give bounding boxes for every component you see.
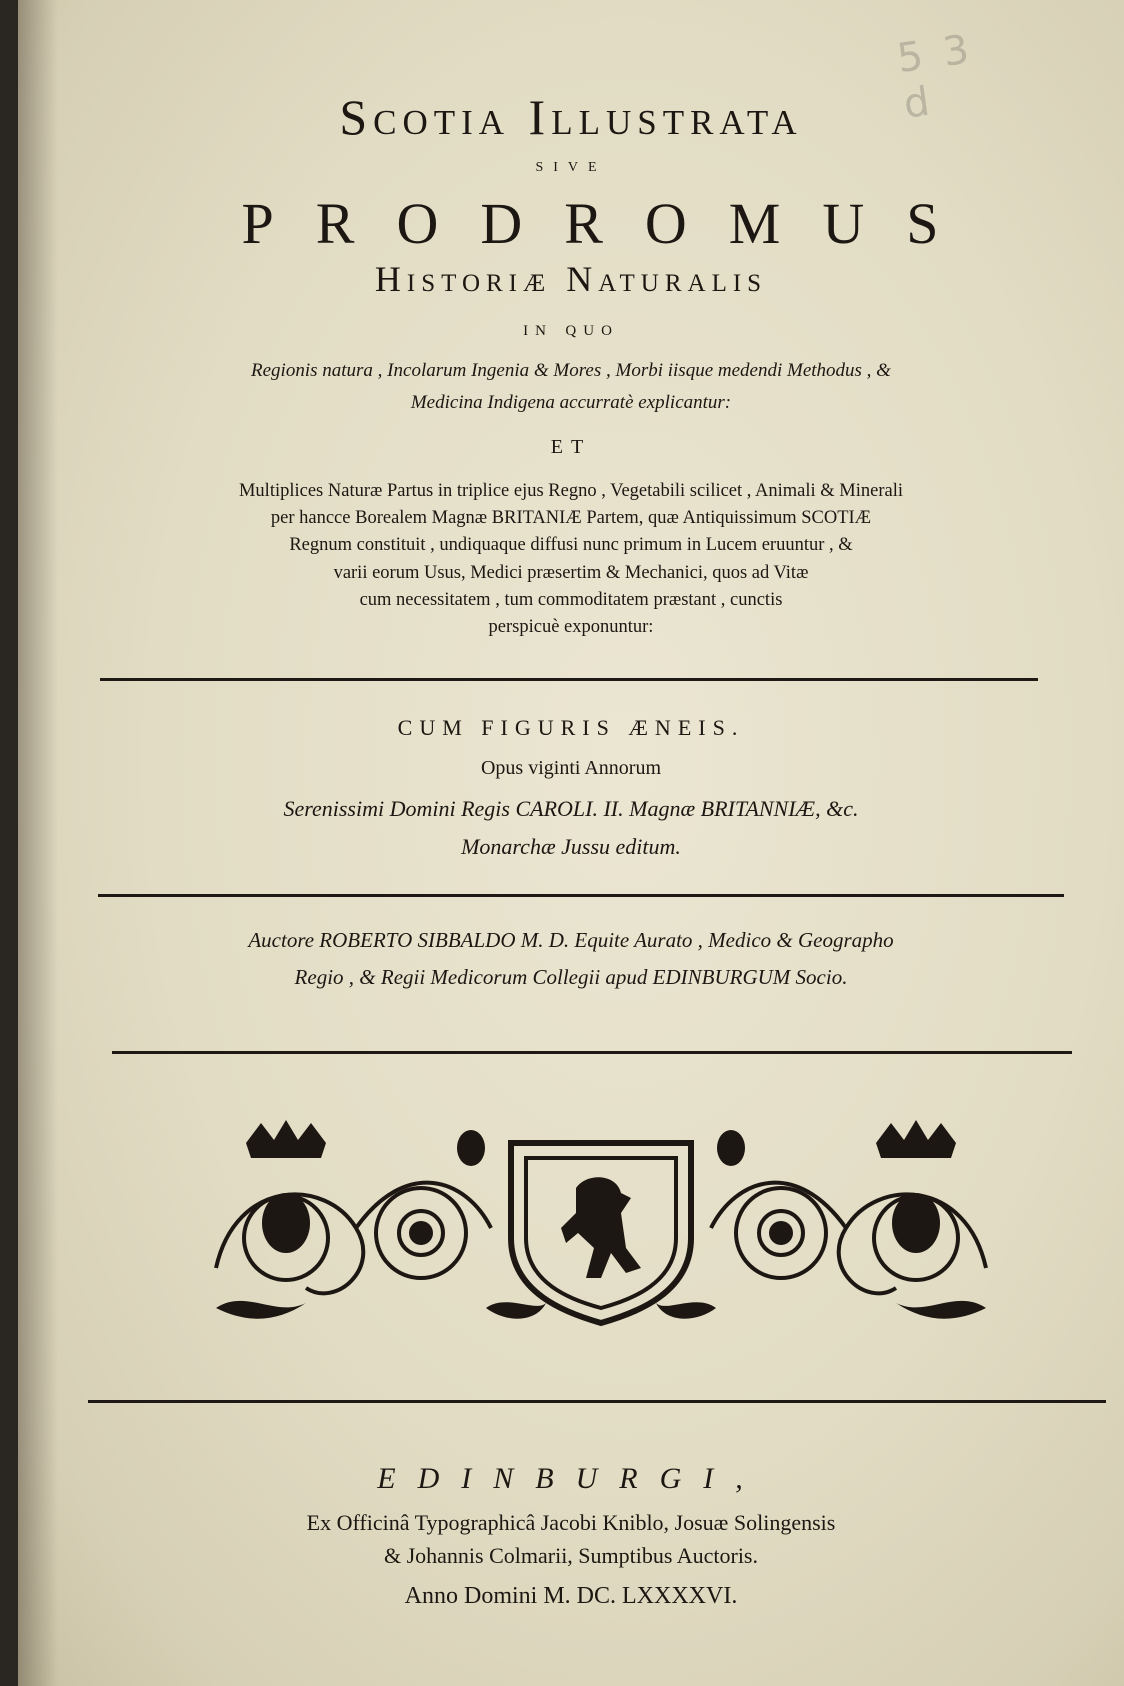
author-line-2: Regio , & Regii Medicorum Collegii apud EDINBURGUM Socio. (294, 965, 848, 989)
title-in-quo: in quo (523, 315, 619, 340)
thistle-crown-lion-woodcut-icon (206, 1118, 996, 1328)
divider-rule (88, 1400, 1106, 1403)
divider-rule (100, 678, 1038, 681)
description-roman-block (18, 478, 1124, 641)
title-sive: sive (535, 154, 607, 176)
royal-dedication: Serenissimi Domini Regis CAROLI. II. Magnæ BRITANNIÆ, &c. (283, 796, 859, 821)
title-line-3: Historiæ Naturalis (374, 259, 768, 299)
description-roman-line: per hancce Borealem Magnæ BRITANIÆ Partem, quæ Antiquissimum SCOTIÆ (270, 508, 872, 529)
et-conjunction: ET (550, 436, 592, 458)
imprint-city: EDINBURGI, (377, 1462, 765, 1495)
description-roman-line: Regnum constituit , undiquaque diffusi nunc primum in Lucem eruuntur , & (289, 535, 853, 556)
title-line-2: PRODROMUS (241, 191, 981, 256)
title-page (18, 0, 1124, 1686)
monarch-command: Monarchæ Jussu editum. (461, 834, 681, 859)
description-roman-line: varii eorum Usus, Medici præsertim & Mechanici, quos ad Vitæ (333, 562, 809, 583)
divider-rule (98, 894, 1064, 897)
imprint-year: Anno Domini M. DC. LXXXXVI. (404, 1583, 738, 1609)
description-italic-line-2: Medicina Indigena accurratè explicantur: (410, 392, 732, 413)
divider-rule (112, 1051, 1072, 1054)
description-roman-line: perspicuè exponuntur: (488, 617, 654, 638)
imprint-printer-line-2: & Johannis Colmarii, Sumptibus Auctoris. (383, 1543, 758, 1568)
author-line-1: Auctore ROBERTO SIBBALDO M. D. Equite Aurato , Medico & Geographo (248, 928, 894, 952)
figures-note: CUM FIGURIS ÆNEIS. (397, 715, 745, 740)
description-roman-line: cum necessitatem , tum commoditatem præstant , cunctis (359, 589, 783, 610)
description-italic-line-1: Regionis natura , Incolarum Ingenia & Mores , Morbi iisque medendi Methodus , & (251, 360, 891, 381)
description-roman-line: Multiplices Naturæ Partus in triplice ejus Regno , Vegetabili scilicet , Animali & Minerali (238, 481, 903, 501)
title-line-1: Scotia Illustrata (339, 89, 803, 145)
opus-note: Opus viginti Annorum (480, 757, 661, 779)
imprint-printer-line-1: Ex Officinâ Typographicâ Jacobi Kniblo, Josuæ Solingensis (306, 1510, 836, 1535)
pencil-annotation: 5 3 d (894, 26, 976, 128)
